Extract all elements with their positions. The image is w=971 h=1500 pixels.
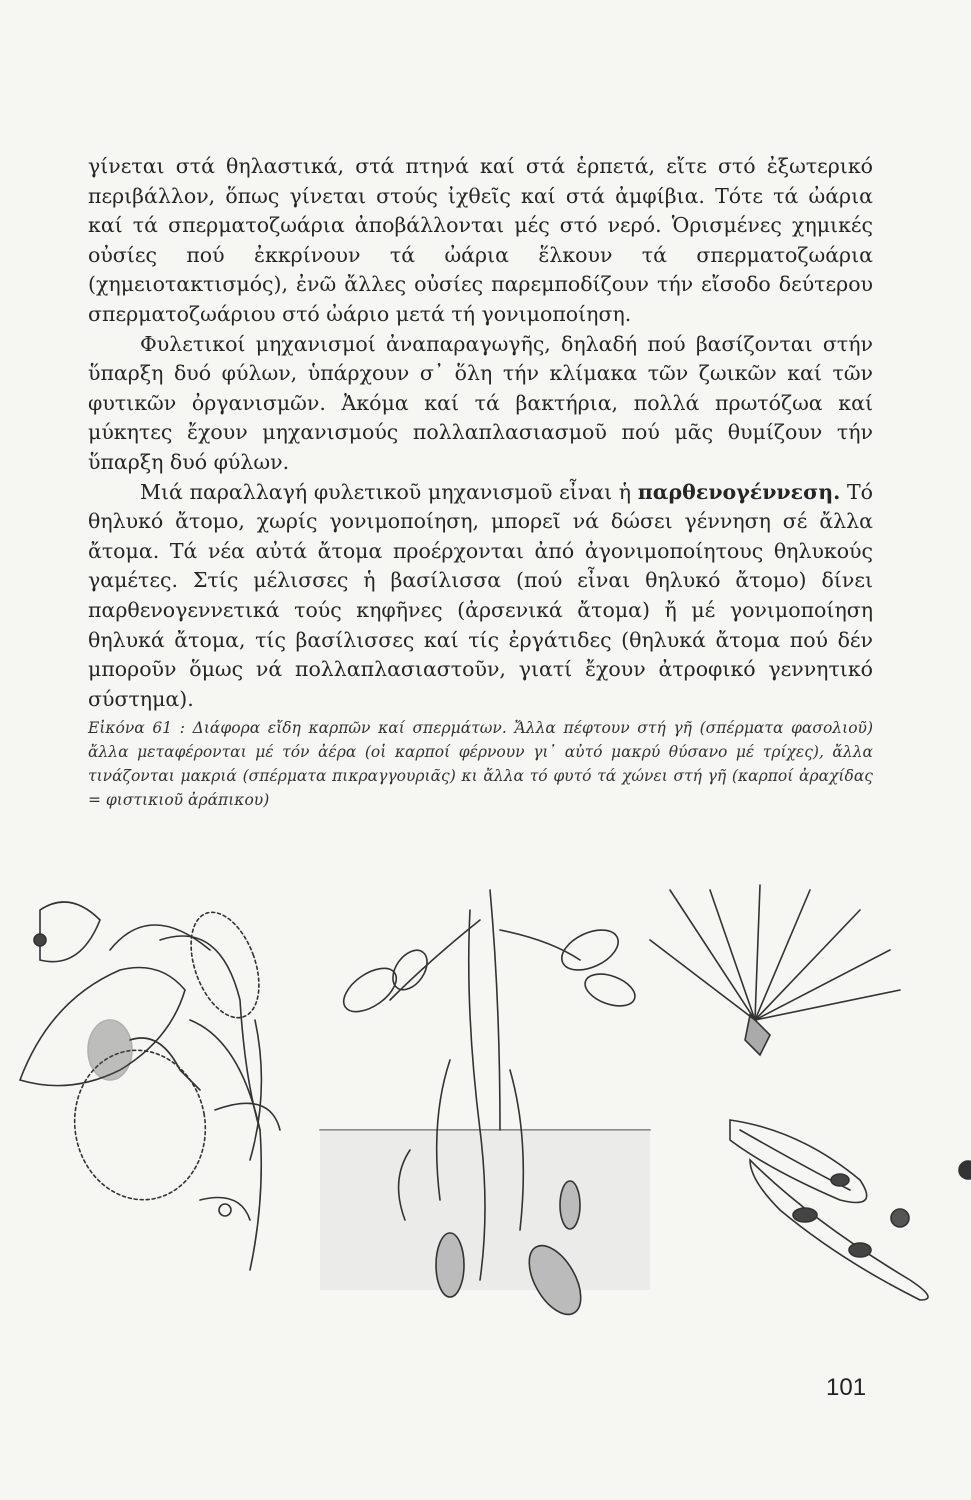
feathered-seed-drawing [650,885,900,1055]
paragraph-3-end: Τό θηλυκό ἄτομο, χωρίς γονιμοποίηση, μπορεῖ νά δώσει γέννηση σέ ἄλλα ἄτομα. Τά νέα αὐτά ἄτομα προέρχονται ἀπό ἀγονιμοποίητους θηλυκούς γαμέτες. Στίς μέλισσες ἡ βασίλισσα (πού εἶναι θηλυκό ἄτομο) δίνει παρθενογεννετικά τούς κηφῆνες (ἀρσενικά ἄτομα) ἤ μέ γονιμοποίηση θηλυκά ἄτομα, τίς βασίλισσες καί τίς ἐργάτιδες (θηλυκά ἄτομα πού δέν μποροῦν ὅμως νά πολλαπλασιαστοῦν, γιατί ἔχουν ἀτροφικό γεννητικό σύστημα). [88,479,873,711]
paragraph-3 [88,478,873,715]
body-text [88,152,873,714]
squirting-cucumber-drawing [20,902,280,1270]
peanut-plant-drawing [320,890,650,1323]
paragraph-2: Φυλετικοί μηχανισμοί ἀναπαραγωγῆς, δηλαδή πού βασίζονται στήν ὕπαρξη δυό φύλων, ὑπάρχουν σ᾽ ὅλη τήν κλίμακα τῶν ζωικῶν καί τῶν φυτικῶν ὀργανισμῶν. Ἀκόμα καί τά βακτήρια, πολλά πρωτόζωα καί μύκητες ἔχουν μηχανισμούς πολλαπλασιασμοῦ πού μᾶς θυμίζουν τήν ὕπαρξη δυό φύλων. [88,331,873,474]
seeds-illustration [10,880,971,1330]
seeds-and-fruits-icon [10,880,971,1330]
page-number: 101 [826,1374,867,1401]
term-parthenogenesis: παρθενογέννεση. [637,479,841,504]
paragraph-3-start: Μιά παραλλαγή φυλετικοῦ μηχανισμοῦ εἶναι ἡ [140,479,638,504]
figure-caption: Εἰκόνα 61 : Διάφορα εἴδη καρπῶν καί σπερμάτων. Ἄλλα πέφτουν στή γῆ (σπέρματα φασολιοῦ) ἄλλα μεταφέρονται μέ τόν ἀέρα (οἱ καρποί φέρνουν γι᾽ αὐτό μακρύ θύσανο μέ τρίχες), ἄλλα τινάζονται μακριά (σπέρματα πικραγγουριᾶς) κι ἄλλα τό φυτό τά χώνει στή γῆ (καρποί ἀραχίδας = φιστικιοῦ ἀράπικου) [88,719,873,809]
paragraph-1: γίνεται στά θηλαστικά, στά πτηνά καί στά ἑρπετά, εἴτε στό ἐξωτερικό περιβάλλον, ὅπως γίνεται στούς ἰχθεῖς καί στά ἀμφίβια. Τότε τά ὠάρια καί τά σπερματοζωάρια ἀποβάλλονται μές στό νερό. Ὁρισμένες χημικές οὐσίες πού ἐκκρίνουν τά ὠάρια ἕλκουν τά σπερματοζωάρια (χημειοτακτισμός), ἐνῶ ἄλλες οὐσίες παρεμποδίζουν τήν εἴσοδο δεύτερου σπερματοζωάριου στό ὠάριο μετά τή γονιμοποίηση. [88,154,873,326]
bean-pods-drawing [730,1120,971,1300]
